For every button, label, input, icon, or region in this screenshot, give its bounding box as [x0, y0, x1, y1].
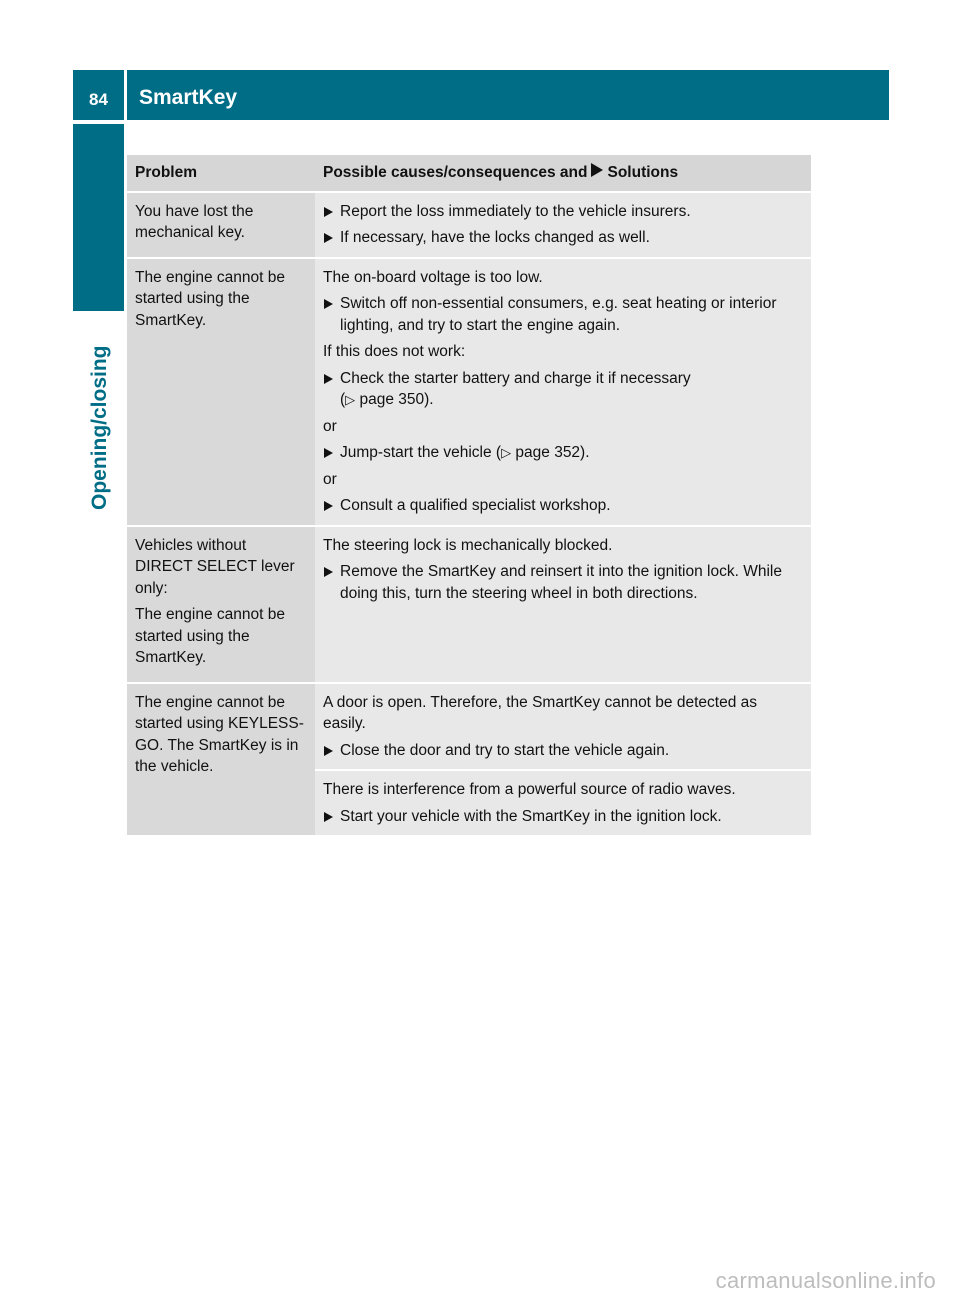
solution-cell	[315, 193, 811, 259]
page-reference-icon: ▷	[345, 392, 356, 407]
action-arrow-icon	[324, 501, 333, 511]
chapter-side-label: Opening/closing	[88, 345, 111, 510]
problem-text: You have lost the mechanical key.	[135, 202, 254, 241]
problem-text: The engine cannot be started using KEYLESS-GO. The SmartKey is in the vehicle.	[135, 693, 304, 775]
solution-cell	[315, 259, 811, 527]
solution-step: Start your vehicle with the SmartKey in the ignition lock.	[323, 806, 803, 828]
watermark: carmanualsonline.info	[715, 1268, 936, 1293]
problem-cell	[127, 527, 315, 684]
section-title: SmartKey	[127, 70, 889, 120]
page-reference[interactable]: page 352).	[515, 444, 590, 461]
problem-condition-text: Vehicles without DIRECT SELECT lever only:	[135, 536, 295, 597]
problem-cell	[127, 259, 315, 527]
action-arrow-icon	[324, 233, 333, 243]
column-header-problem: Problem	[127, 155, 315, 193]
note-text: If this does not work:	[323, 343, 466, 360]
solution-step: Report the loss immediately to the vehicle insurers.	[323, 201, 803, 223]
problem-text: The engine cannot be started using the SmartKey.	[135, 268, 285, 329]
action-arrow-icon	[324, 207, 333, 217]
cause-text: The on-board voltage is too low.	[323, 268, 543, 286]
action-arrow-icon	[324, 299, 333, 309]
column-header-solutions	[315, 155, 811, 193]
action-arrow-icon	[324, 448, 333, 458]
table-row	[127, 193, 811, 259]
solution-cell	[315, 684, 811, 772]
cause-text: The steering lock is mechanically blocked.	[323, 536, 613, 554]
table-row	[127, 527, 811, 684]
page-header	[73, 70, 889, 120]
problem-cell	[127, 193, 315, 259]
solution-cell	[315, 527, 811, 684]
solution-step: Close the door and try to start the vehicle again.	[323, 740, 803, 762]
cause-text: There is interference from a powerful source of radio waves.	[323, 781, 736, 798]
column-header-causes-text: Possible causes/consequences and	[323, 164, 588, 181]
solution-step: Remove the SmartKey and reinsert it into the ignition lock. While doing this, turn the steering wheel in both directions.	[323, 561, 803, 604]
action-arrow-icon	[324, 567, 333, 577]
table-row	[127, 259, 811, 527]
side-tab-marker	[73, 124, 124, 311]
page-reference-icon: ▷	[501, 445, 512, 460]
troubleshooting-table	[127, 155, 811, 837]
or-text: or	[323, 417, 337, 435]
table-row	[127, 684, 811, 772]
action-arrow-icon	[324, 812, 333, 822]
cause-text: A door is open. Therefore, the SmartKey cannot be detected as easily.	[323, 693, 757, 732]
solution-step: If necessary, have the locks changed as well.	[323, 227, 803, 249]
action-arrow-icon	[324, 374, 333, 384]
table-header-row	[127, 155, 811, 193]
problem-cell	[127, 684, 315, 838]
problem-text: The engine cannot be started using the SmartKey.	[135, 606, 285, 666]
solution-cell	[315, 771, 811, 837]
column-header-solutions-text: Solutions	[607, 164, 679, 181]
solution-step: Jump-start the vehicle (▷ page 352).	[323, 442, 803, 464]
action-arrow-icon	[324, 746, 333, 756]
solution-step: Check the starter battery and charge it if necessary (▷ page 350).	[323, 368, 803, 411]
solution-step: Switch off non-essential consumers, e.g. seat heating or interior lighting, and try to start the engine again.	[323, 293, 803, 336]
action-arrow-icon	[591, 163, 603, 177]
page-number: 84	[73, 70, 124, 120]
solution-step: Consult a qualified specialist workshop.	[323, 495, 803, 517]
page-reference[interactable]: page 350).	[359, 391, 434, 408]
or-text: or	[323, 470, 337, 488]
